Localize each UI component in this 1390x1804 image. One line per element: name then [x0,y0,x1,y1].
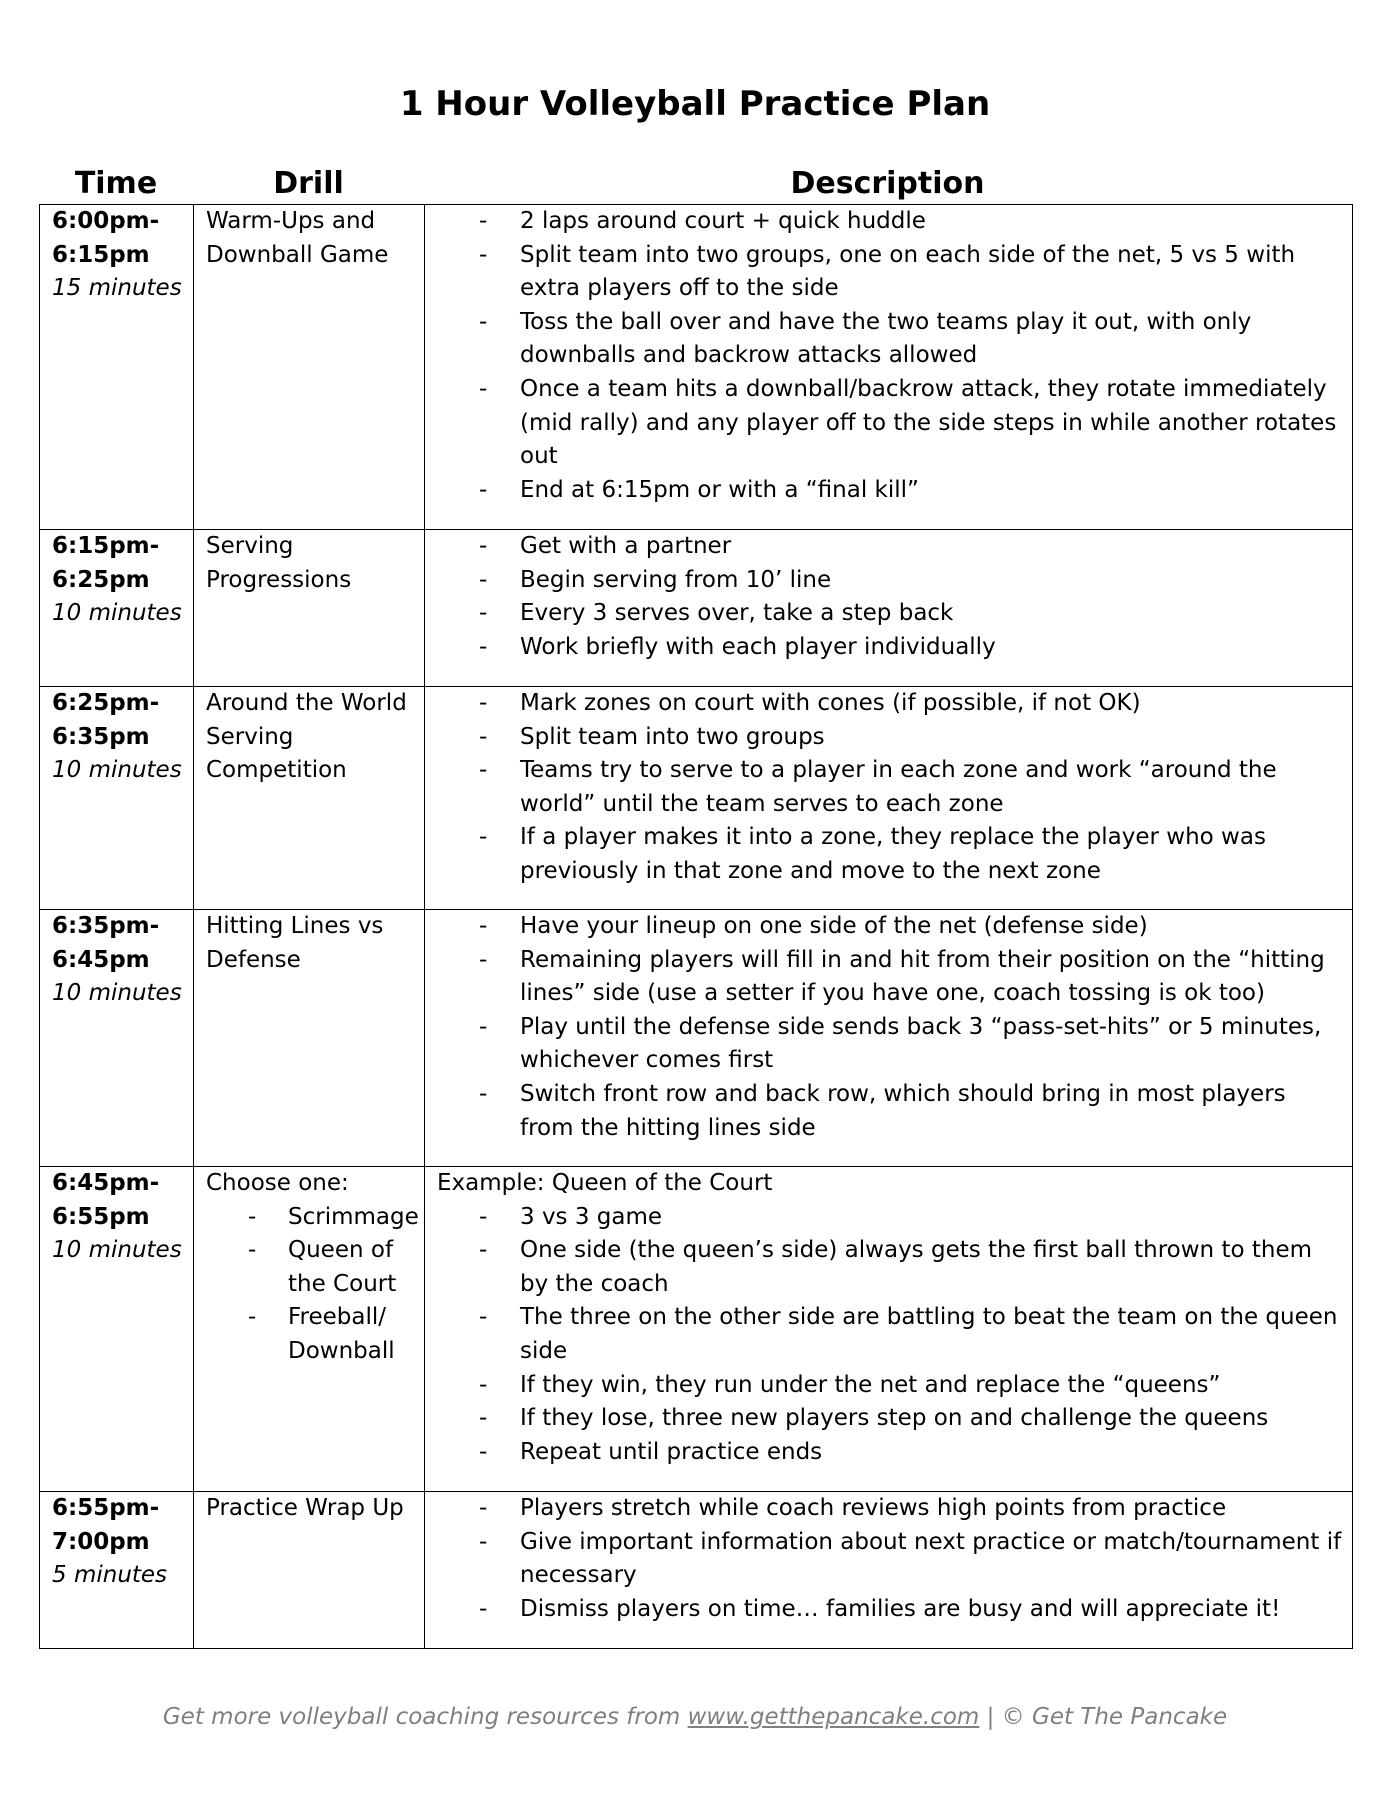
table-row [40,1492,1353,1649]
list-item: - Switch front row and back row, which should bring in most players from the hitting lines side [437,1078,1344,1145]
time-end: 7:00pm [52,1528,150,1555]
list-item: - Freeball/ Downball [206,1301,416,1368]
bullet-list [437,530,1344,664]
list-item: - Queen of the Court [206,1234,416,1301]
list-item: - Work briefly with each player individually [437,631,1344,665]
description-cell [425,1492,1353,1649]
list-item: - Split team into two groups, one on each side of the net, 5 vs 5 with extra players off to the side [437,239,1344,306]
list-item: - If they lose, three new players step on and challenge the queens [437,1402,1344,1436]
description-cell [425,1167,1353,1492]
list-item: - Get with a partner [437,530,1344,564]
drill-name-line: Serving [206,533,294,559]
bullet-list [437,910,1344,1145]
description-cell [425,910,1353,1167]
list-item: - If they win, they run under the net and replace the “queens” [437,1369,1344,1403]
header-time: Time [74,166,158,201]
website-link[interactable]: www.getthepancake.com [687,1704,980,1730]
drill-options-list [206,1201,419,1369]
practice-plan-table [39,204,1353,1649]
list-item: - Scrimmage [206,1201,416,1235]
drill-cell [194,687,425,910]
time-start: 6:00pm- [52,208,160,234]
footer-text: Get more volleyball coaching resources from [162,1704,688,1730]
description-cell [425,687,1353,910]
time-start: 6:55pm- [52,1495,160,1521]
header-description: Description [790,166,985,201]
duration: 10 minutes [52,600,182,627]
drill-name-line: Downball Game [206,241,389,268]
description-cell [425,205,1353,530]
drill-name-line: Competition [206,757,347,784]
column-headers [39,164,1351,204]
drill-name-line: Practice Wrap Up [206,1495,404,1521]
time-start: 6:35pm- [52,913,160,939]
drill-name-line: Defense [206,946,301,973]
list-item: - Dismiss players on time… families are busy and will appreciate it! [437,1593,1344,1627]
list-item: - Once a team hits a downball/backrow attack, they rotate immediately (mid rally) and any player off to the side steps in while another rotates out [437,373,1344,474]
list-item: - Give important information about next practice or match/tournament if necessary [437,1526,1344,1593]
list-item: - Remaining players will fill in and hit from their position on the “hitting lines” side (use a setter if you have one, coach tossing is ok too) [437,944,1344,1011]
drill-cell [194,530,425,687]
list-item: - 2 laps around court + quick huddle [437,205,1344,239]
list-item: - End at 6:15pm or with a “final kill” [437,474,1344,508]
list-item: - If a player makes it into a zone, they replace the player who was previously in that zone and move to the next zone [437,821,1344,888]
drill-name-line: Around the World [206,690,407,716]
footer-copyright: | © Get The Pancake [979,1704,1228,1730]
page-title: 1 Hour Volleyball Practice Plan [399,84,991,124]
duration: 10 minutes [52,757,182,784]
list-item: - Split team into two groups [437,721,1344,755]
duration: 10 minutes [52,1237,182,1264]
drill-cell [194,1167,425,1492]
list-item: - Players stretch while coach reviews high points from practice [437,1492,1344,1526]
drill-cell [194,1492,425,1649]
duration: 10 minutes [52,980,182,1007]
bullet-list [437,1492,1344,1626]
duration: 15 minutes [52,275,182,302]
list-item: - Every 3 serves over, take a step back [437,597,1344,631]
time-start: 6:25pm- [52,690,160,716]
table-row [40,205,1353,530]
description-cell [425,530,1353,687]
duration: 5 minutes [52,1562,168,1589]
time-end: 6:25pm [52,566,150,593]
drill-name-line: Choose one: [206,1170,349,1196]
list-item: - Mark zones on court with cones (if possible, if not OK) [437,687,1344,721]
time-cell [40,910,194,1167]
drill-cell [194,910,425,1167]
table-row [40,687,1353,910]
list-item: - One side (the queen’s side) always gets the first ball thrown to them by the coach [437,1234,1344,1301]
drill-cell [194,205,425,530]
bullet-list [437,205,1344,507]
time-start: 6:45pm- [52,1170,160,1196]
time-end: 6:35pm [52,723,150,750]
drill-name-line: Warm-Ups and [206,208,376,234]
time-end: 6:55pm [52,1203,150,1230]
time-cell [40,687,194,910]
time-end: 6:15pm [52,241,150,268]
drill-name-line: Serving [206,723,294,750]
list-item: - Repeat until practice ends [437,1436,1344,1470]
time-start: 6:15pm- [52,533,160,559]
list-item: - Teams try to serve to a player in each zone and work “around the world” until the team serves to each zone [437,754,1344,821]
list-item: - The three on the other side are battling to beat the team on the queen side [437,1301,1344,1368]
time-cell [40,530,194,687]
time-cell [40,1167,194,1492]
time-end: 6:45pm [52,946,150,973]
time-cell [40,205,194,530]
time-cell [40,1492,194,1649]
footer [0,1700,1390,1734]
list-item: - 3 vs 3 game [437,1201,1344,1235]
list-item: - Begin serving from 10’ line [437,564,1344,598]
list-item: - Play until the defense side sends back 3 “pass-set-hits” or 5 minutes, whichever comes first [437,1011,1344,1078]
table-row [40,530,1353,687]
list-item: - Have your lineup on one side of the net (defense side) [437,910,1344,944]
drill-name-line: Hitting Lines vs [206,913,384,939]
list-item: - Toss the ball over and have the two teams play it out, with only downballs and backrow attacks allowed [437,306,1344,373]
table-row [40,910,1353,1167]
table-row [40,1167,1353,1492]
header-drill: Drill [273,166,344,201]
description-intro: Example: Queen of the Court [437,1170,773,1196]
bullet-list [437,687,1344,889]
bullet-list [437,1201,1344,1470]
drill-name-line: Progressions [206,566,352,593]
